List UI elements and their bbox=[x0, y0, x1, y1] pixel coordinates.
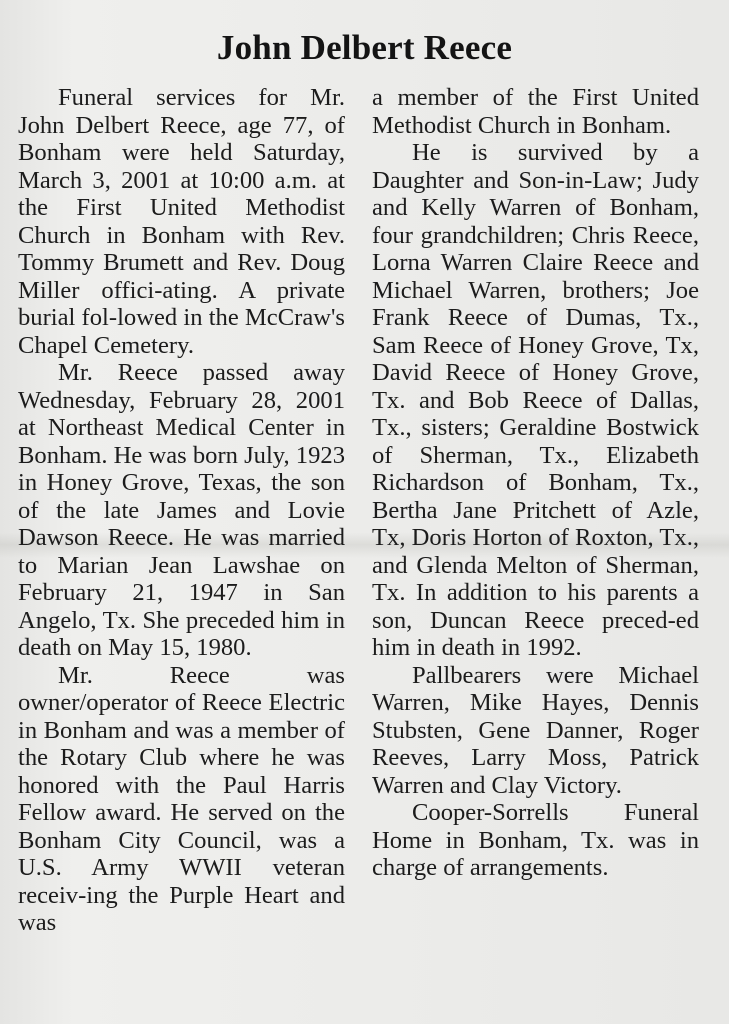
paragraph-career-continued: a member of the First United Methodist Church in Bonham. bbox=[372, 84, 699, 139]
paragraph-survivors: He is survived by a Daughter and Son-in-Law; Judy and Kelly Warren of Bonham, four grandchildren; Chris Reece, Lorna Warren Claire Reece and Michael Warren, brothers; Joe Frank Reece of Dumas, Tx., Sam Reece of Honey Grove, Tx, David Reece of Honey Grove, Tx. and Bob Reece of Dallas, Tx., sisters; Geraldine Bostwick of Sherman, Tx., Elizabeth Richardson of Bonham, Tx., Bertha Jane Pritchett of Azle, Tx, Doris Horton of Roxton, Tx., and Glenda Melton of Sherman, Tx. In addition to his parents a son, Duncan Reece preced-ed him in death in 1992. bbox=[372, 139, 699, 661]
paragraph-passing-and-birth: Mr. Reece passed away Wednesday, February 28, 2001 at Northeast Medical Center in Bonham. He was born July, 1923 in Honey Grove, Texas, the son of the late James and Lovie Dawson Reece. He was married to Marian Jean Lawshae on February 21, 1947 in San Angelo, Tx. She preceded him in death on May 15, 1980. bbox=[18, 359, 345, 661]
paragraph-arrangements: Cooper-Sorrells Funeral Home in Bonham, Tx. was in charge of arrangements. bbox=[372, 799, 699, 881]
paragraph-career: Mr. Reece was owner/operator of Reece Electric in Bonham and was a member of the Rotary Club where he was honored with the Paul Harris Fellow award. He served on the Bonham City Council, was a U.S. Army WWII veteran receiv-ing the Purple Heart and was bbox=[18, 661, 345, 936]
left-column bbox=[18, 84, 345, 937]
paragraph-funeral-services: Funeral services for Mr. John Delbert Reece, age 77, of Bonham were held Saturday, March 3, 2001 at 10:00 a.m. at the First United Methodist Church in Bonham with Rev. Tommy Brumett and Rev. Doug Miller offici-ating. A private burial fol-lowed in the McCraw's Chapel Cemetery. bbox=[18, 84, 345, 359]
right-column bbox=[372, 84, 699, 882]
obituary-title: John Delbert Reece bbox=[216, 28, 513, 67]
paragraph-pallbearers: Pallbearers were Michael Warren, Mike Hayes, Dennis Stubsten, Gene Danner, Roger Reeves, Larry Moss, Patrick Warren and Clay Victory. bbox=[372, 661, 699, 799]
